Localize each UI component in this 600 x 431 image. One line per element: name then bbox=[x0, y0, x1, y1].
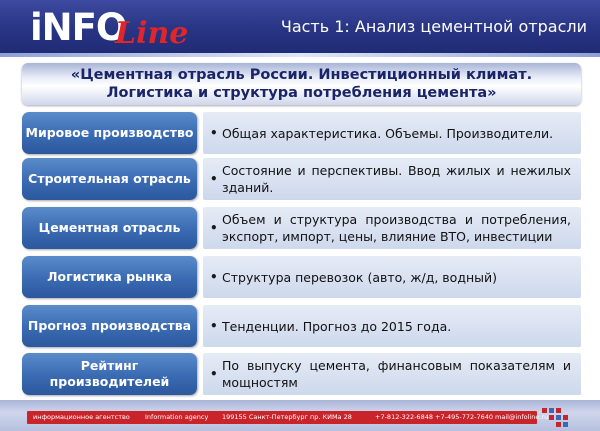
row-description-box bbox=[203, 353, 581, 395]
bullet-icon: • bbox=[210, 367, 218, 381]
row-label: Строительная отрасль bbox=[28, 171, 191, 186]
bullet-icon: • bbox=[210, 319, 218, 333]
row-label-box bbox=[22, 305, 197, 347]
row-label-box bbox=[22, 353, 197, 395]
row-label-box bbox=[22, 256, 197, 298]
row-world-production bbox=[22, 112, 581, 154]
row-label-box bbox=[22, 207, 197, 249]
row-label: Логистика рынка bbox=[47, 269, 172, 284]
row-description-box bbox=[203, 112, 581, 154]
bullet-icon: • bbox=[210, 172, 218, 186]
row-description-box bbox=[203, 207, 581, 249]
footer-phones: +7-812-322-6848 +7-495-772-7640 bbox=[375, 413, 494, 421]
row-description-box bbox=[203, 305, 581, 347]
row-label: Прогноз производства bbox=[27, 318, 192, 333]
footer bbox=[0, 400, 600, 431]
row-description: Общая характеристика. Объемы. Производители. bbox=[222, 125, 554, 141]
row-construction-industry bbox=[22, 158, 581, 200]
row-description: По выпуску цемента, финансовым показателям и мощностям bbox=[222, 358, 571, 390]
section-title: Часть 1: Анализ цементной отрасли bbox=[280, 17, 587, 36]
slide-title-line-1: «Цементная отрасль России. Инвестиционный климат. bbox=[70, 67, 533, 83]
row-description: Структура перевозок (авто, ж/д, водный) bbox=[222, 269, 497, 285]
bullet-icon: • bbox=[210, 270, 218, 284]
row-market-logistics bbox=[22, 256, 581, 298]
logo-script-text: Line bbox=[115, 16, 189, 51]
row-label: Рейтинг производителей bbox=[49, 358, 170, 389]
row-description-box bbox=[203, 158, 581, 200]
row-description-box bbox=[203, 256, 581, 298]
slide-title-line-2: Логистика и структура потребления цемента» bbox=[106, 85, 497, 101]
row-description: Состояние и перспективы. Ввод жилых и нежилых зданий. bbox=[222, 163, 571, 195]
bullet-icon: • bbox=[210, 126, 218, 140]
logo-main-text: iNFO bbox=[30, 6, 127, 49]
row-label: Мировое производство bbox=[25, 125, 194, 140]
row-production-forecast bbox=[22, 305, 581, 347]
row-label-box bbox=[22, 158, 197, 200]
row-producer-rating bbox=[22, 353, 581, 395]
footer-email: mail@infoline.ru bbox=[495, 413, 549, 421]
row-description: Объем и структура производства и потребления, экспорт, импорт, цены, влияние ВТО, инвестиции bbox=[222, 212, 571, 244]
footer-contact-bar bbox=[27, 411, 549, 424]
row-cement-industry bbox=[22, 207, 581, 249]
row-label: Цементная отрасль bbox=[38, 220, 181, 235]
decorative-squares-icon bbox=[542, 408, 582, 428]
row-label-box bbox=[22, 112, 197, 154]
bullet-icon: • bbox=[210, 221, 218, 235]
footer-address: 199155 Санкт-Петербург пр. КИМа 28 bbox=[222, 413, 352, 421]
footer-agency-en: Information agency bbox=[145, 413, 209, 421]
row-description: Тенденции. Прогноз до 2015 года. bbox=[222, 318, 452, 334]
footer-agency-ru: информационное агентство bbox=[33, 413, 130, 421]
